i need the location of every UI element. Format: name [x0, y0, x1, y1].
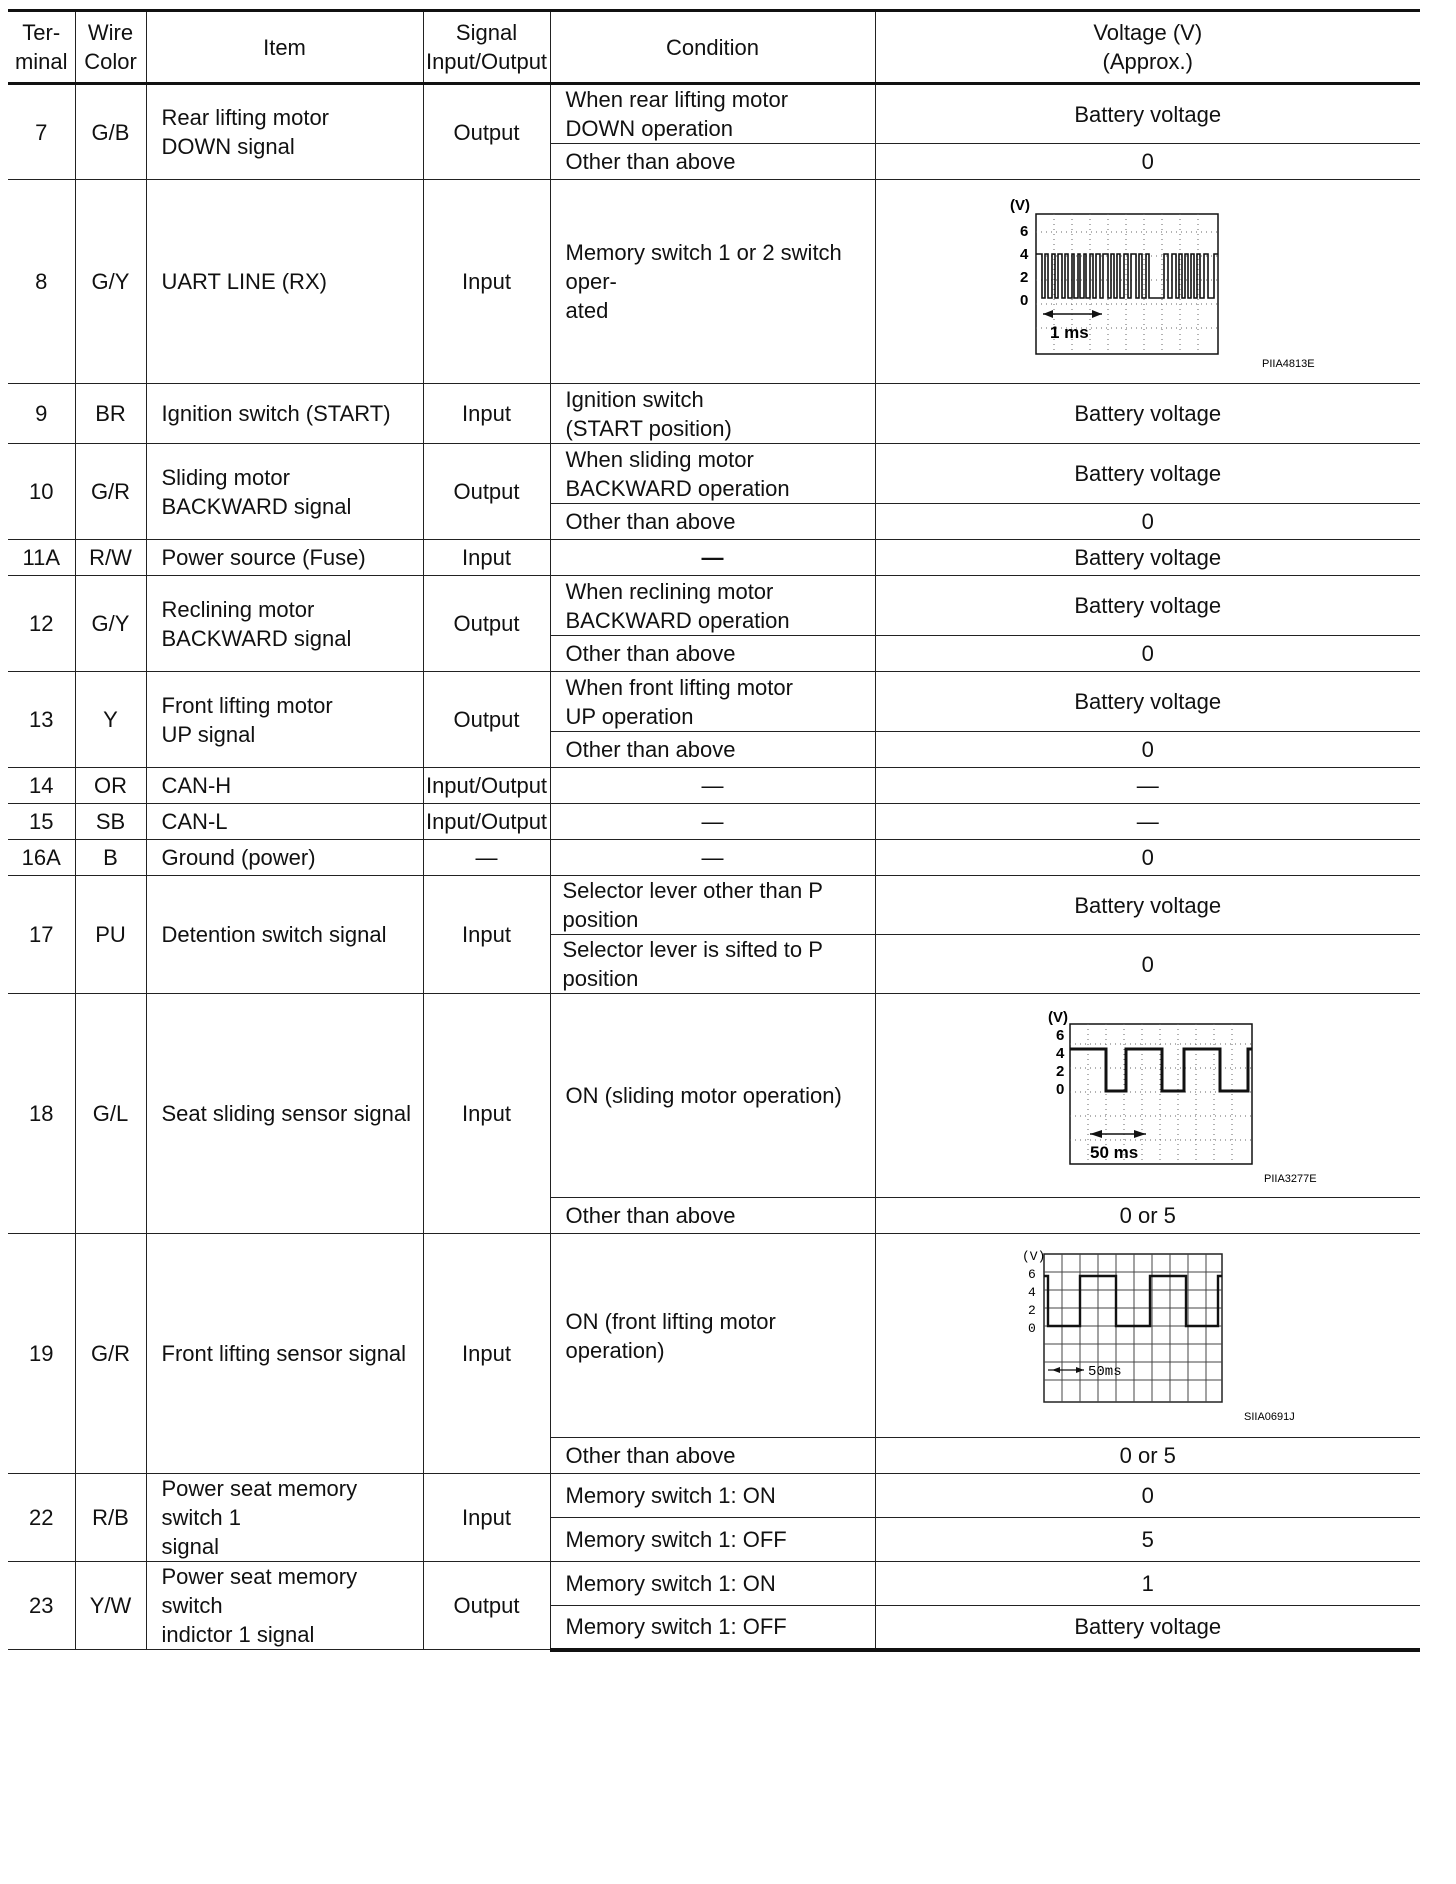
table-row — [8, 994, 1420, 1198]
condition-cell: Other than above — [550, 732, 875, 768]
voltage-cell: Battery voltage — [875, 576, 1420, 636]
item-cell: Power seat memory switch 1 signal — [146, 1474, 423, 1562]
table-row — [8, 384, 1420, 444]
condition-cell: Other than above — [550, 636, 875, 672]
time-arrow-right — [1092, 310, 1102, 318]
table-row — [8, 1234, 1420, 1438]
wave-tick-label: 4 — [1055, 1044, 1065, 1062]
figure-code-label: PIIA3277E — [1263, 1172, 1317, 1185]
wave-unit-label: (V) — [1021, 1248, 1046, 1264]
wire-color-cell: B — [75, 840, 146, 876]
header-item: Item — [146, 11, 423, 84]
wave-unit-label: (V) — [1047, 1008, 1068, 1026]
table-row — [8, 768, 1420, 804]
wave-tick-label: 0 — [1055, 1080, 1065, 1098]
wire-color-cell: G/B — [75, 84, 146, 180]
uart-waveform-trace — [1036, 254, 1218, 298]
figure-code-label: SIIA0691J — [1243, 1410, 1295, 1423]
signal-cell: Input — [423, 384, 550, 444]
terminal-cell: 13 — [8, 672, 75, 768]
item-cell: Ground (power) — [146, 840, 423, 876]
terminal-cell: 8 — [8, 180, 75, 384]
condition-cell: — — [550, 840, 875, 876]
header-terminal: Ter- minal — [8, 11, 75, 84]
table-row — [8, 84, 1420, 144]
square-waveform-trace — [1070, 1049, 1252, 1091]
signal-cell: Input — [423, 180, 550, 384]
voltage-cell: Battery voltage — [875, 876, 1420, 935]
item-cell: Detention switch signal — [146, 876, 423, 994]
wire-color-cell: SB — [75, 804, 146, 840]
wire-color-cell: G/R — [75, 1234, 146, 1474]
wave-tick-label: 4 — [1019, 245, 1029, 263]
voltage-cell: Battery voltage — [875, 1606, 1420, 1650]
terminal-signal-table-page — [8, 9, 1420, 1652]
terminal-cell: 12 — [8, 576, 75, 672]
wire-color-cell: G/L — [75, 994, 146, 1234]
condition-cell: Memory switch 1: ON — [550, 1562, 875, 1606]
wave-tick-label: 2 — [1019, 268, 1029, 286]
time-arrow-left — [1090, 1130, 1102, 1138]
wave-tick-label: 6 — [1055, 1026, 1065, 1044]
condition-cell: Memory switch 1 or 2 switch oper- ated — [550, 180, 875, 384]
time-arrow-left — [1043, 310, 1053, 318]
voltage-cell: Battery voltage — [875, 540, 1420, 576]
table-row — [8, 1474, 1420, 1518]
item-cell: Rear lifting motor DOWN signal — [146, 84, 423, 180]
voltage-cell: 0 — [875, 636, 1420, 672]
terminal-cell: 15 — [8, 804, 75, 840]
signal-cell: Output — [423, 672, 550, 768]
voltage-cell: 0 — [875, 504, 1420, 540]
voltage-cell: 1 — [875, 1562, 1420, 1606]
header-voltage: Voltage (V) (Approx.) — [875, 11, 1420, 84]
item-cell: Reclining motor BACKWARD signal — [146, 576, 423, 672]
figure-code-label: PIIA4813E — [1261, 357, 1315, 370]
uart-waveform-chart — [998, 192, 1315, 372]
wire-color-cell: BR — [75, 384, 146, 444]
condition-cell: Memory switch 1: OFF — [550, 1518, 875, 1562]
wire-color-cell: G/Y — [75, 576, 146, 672]
voltage-cell: 0 or 5 — [875, 1438, 1420, 1474]
condition-cell: Other than above — [550, 1438, 875, 1474]
item-cell: Front lifting motor UP signal — [146, 672, 423, 768]
signal-cell: Output — [423, 1562, 550, 1650]
voltage-cell: 0 — [875, 1474, 1420, 1518]
table-row — [8, 540, 1420, 576]
condition-cell: When rear lifting motor DOWN operation — [550, 84, 875, 144]
signal-cell: Input — [423, 876, 550, 994]
voltage-cell: — — [875, 768, 1420, 804]
terminal-cell: 9 — [8, 384, 75, 444]
front-lifting-waveform-chart — [998, 1246, 1298, 1426]
item-cell: UART LINE (RX) — [146, 180, 423, 384]
condition-cell: Other than above — [550, 1198, 875, 1234]
table-row — [8, 840, 1420, 876]
square-waveform-trace — [1044, 1276, 1222, 1326]
voltage-cell: 0 or 5 — [875, 1198, 1420, 1234]
condition-cell: Memory switch 1: OFF — [550, 1606, 875, 1650]
table-row — [8, 672, 1420, 732]
table-row — [8, 444, 1420, 504]
wire-color-cell: G/R — [75, 444, 146, 540]
condition-cell: Memory switch 1: ON — [550, 1474, 875, 1518]
condition-cell: ON (sliding motor operation) — [550, 994, 875, 1198]
wave-tick-label: 0 — [1027, 1320, 1036, 1336]
terminal-signal-table — [8, 9, 1420, 1652]
wave-tick-label: 2 — [1055, 1062, 1065, 1080]
signal-cell: Input/Output — [423, 768, 550, 804]
condition-cell: When sliding motor BACKWARD operation — [550, 444, 875, 504]
item-cell: CAN-L — [146, 804, 423, 840]
terminal-cell: 18 — [8, 994, 75, 1234]
terminal-cell: 23 — [8, 1562, 75, 1650]
voltage-cell: Battery voltage — [875, 672, 1420, 732]
voltage-cell: 0 — [875, 840, 1420, 876]
wave-tick-label: 2 — [1027, 1302, 1036, 1318]
signal-cell: Input — [423, 1234, 550, 1474]
voltage-cell: 0 — [875, 935, 1420, 994]
terminal-cell: 11A — [8, 540, 75, 576]
voltage-cell: 0 — [875, 732, 1420, 768]
waveform-cell — [875, 1234, 1420, 1438]
wire-color-cell: R/W — [75, 540, 146, 576]
terminal-cell: 10 — [8, 444, 75, 540]
wave-tick-label: 6 — [1019, 222, 1029, 240]
condition-cell: Ignition switch (START position) — [550, 384, 875, 444]
time-scale-label: 50ms — [1087, 1363, 1122, 1380]
wave-tick-label: 0 — [1019, 291, 1029, 309]
wire-color-cell: PU — [75, 876, 146, 994]
voltage-cell: Battery voltage — [875, 84, 1420, 144]
time-scale-label: 1 ms — [1049, 322, 1089, 342]
condition-cell: — — [550, 804, 875, 840]
table-row — [8, 1562, 1420, 1606]
time-arrow-left — [1052, 1367, 1060, 1373]
condition-cell: Selector lever is sifted to P position — [550, 935, 875, 994]
signal-cell: Input — [423, 540, 550, 576]
voltage-cell: 5 — [875, 1518, 1420, 1562]
condition-cell: Other than above — [550, 144, 875, 180]
signal-cell: Input — [423, 994, 550, 1234]
voltage-cell: Battery voltage — [875, 444, 1420, 504]
wire-color-cell: Y — [75, 672, 146, 768]
wire-color-cell: OR — [75, 768, 146, 804]
item-cell: Seat sliding sensor signal — [146, 994, 423, 1234]
item-cell: CAN-H — [146, 768, 423, 804]
header-row — [8, 11, 1420, 84]
item-cell: Front lifting sensor signal — [146, 1234, 423, 1474]
condition-cell: Other than above — [550, 504, 875, 540]
wire-color-cell: R/B — [75, 1474, 146, 1562]
wave-tick-label: 4 — [1027, 1284, 1036, 1300]
terminal-cell: 17 — [8, 876, 75, 994]
wire-color-cell: Y/W — [75, 1562, 146, 1650]
voltage-cell: 0 — [875, 144, 1420, 180]
item-cell: Sliding motor BACKWARD signal — [146, 444, 423, 540]
table-row — [8, 804, 1420, 840]
signal-cell: Output — [423, 84, 550, 180]
condition-cell: When front lifting motor UP operation — [550, 672, 875, 732]
header-signal: Signal Input/Output — [423, 11, 550, 84]
terminal-cell: 14 — [8, 768, 75, 804]
condition-cell: ON (front lifting motor operation) — [550, 1234, 875, 1438]
header-wire-color: Wire Color — [75, 11, 146, 84]
item-cell: Power source (Fuse) — [146, 540, 423, 576]
wave-unit-label: (V) — [1009, 196, 1030, 214]
signal-cell: Input — [423, 1474, 550, 1562]
terminal-cell: 16A — [8, 840, 75, 876]
sliding-sensor-waveform-chart — [998, 1006, 1317, 1186]
item-cell: Ignition switch (START) — [146, 384, 423, 444]
wave-grid — [1044, 1254, 1222, 1402]
condition-cell: — — [550, 540, 875, 576]
table-row — [8, 180, 1420, 384]
wire-color-cell: G/Y — [75, 180, 146, 384]
voltage-cell: Battery voltage — [875, 384, 1420, 444]
item-cell: Power seat memory switch indictor 1 signal — [146, 1562, 423, 1650]
terminal-cell: 22 — [8, 1474, 75, 1562]
condition-cell: Selector lever other than P position — [550, 876, 875, 935]
signal-cell: Input/Output — [423, 804, 550, 840]
signal-cell: Output — [423, 444, 550, 540]
header-condition: Condition — [550, 11, 875, 84]
table-row — [8, 576, 1420, 636]
table-row — [8, 876, 1420, 935]
time-scale-label: 50 ms — [1089, 1142, 1138, 1162]
condition-cell: When reclining motor BACKWARD operation — [550, 576, 875, 636]
wave-tick-label: 6 — [1027, 1266, 1036, 1282]
terminal-cell: 7 — [8, 84, 75, 180]
signal-cell: — — [423, 840, 550, 876]
waveform-cell — [875, 994, 1420, 1198]
condition-cell: — — [550, 768, 875, 804]
time-arrow-right — [1134, 1130, 1146, 1138]
terminal-cell: 19 — [8, 1234, 75, 1474]
signal-cell: Output — [423, 576, 550, 672]
voltage-cell: — — [875, 804, 1420, 840]
waveform-cell — [875, 180, 1420, 384]
